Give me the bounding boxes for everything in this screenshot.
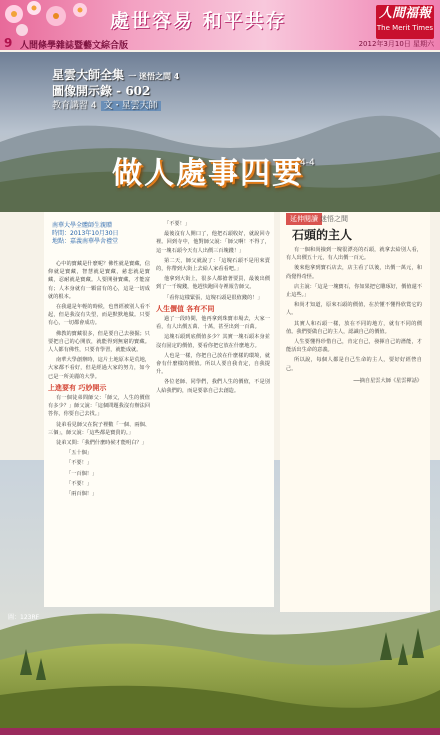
paragraph: 其實人和石頭一樣，放在不同的地方，就有不同的價值。我們要做自己的主人，認識自己的價值。 — [286, 320, 422, 335]
lecture-place: 地點：嘉義南華學舍禮堂 — [52, 238, 119, 245]
dialogue-line: 「一百個！」 — [66, 470, 98, 477]
article-column-2 — [156, 220, 270, 397]
article-column-1 — [48, 260, 150, 500]
header-slogan: 處世容易 和平共存 — [110, 10, 287, 32]
sidebar-title: 石頭的主人 — [292, 228, 353, 242]
page-number: 9 — [4, 36, 13, 50]
author-tag: 文・星雲大師 — [101, 101, 161, 111]
lecture-time: 時間：2013年10月30日 — [52, 230, 119, 237]
paragraph: 徒弟又問：「我們什麼時候才能明白？」 — [56, 440, 147, 447]
dialogue-line: 「不要！」 — [66, 460, 92, 467]
paragraph: 「不要！」 — [164, 221, 190, 227]
article-headline: 做人處事四要 — [112, 156, 304, 191]
paragraph: 南華大學創辦時，這片土地原本是荒地，大家都不看好，但是經過大家的努力，如今已是一所美麗的大學。 — [48, 357, 150, 380]
headline-part: 4-4 — [300, 158, 315, 168]
photo-credit: 圖：123RF — [8, 614, 40, 621]
paragraph: 徒弟看見師父在院子裡數「一個、兩個、三個」，師父說：「這些都是寶貴的。」 — [48, 421, 150, 436]
series-title: 星雲大師全集 一 迷悟之間 4 — [52, 68, 180, 82]
paragraph: 各位老師、同學們，我們人生的價值，不是別人給我們的，而是要靠自己去創造。 — [156, 379, 270, 394]
lecture-audience: 南華大學全體師生親贈 — [52, 222, 113, 229]
paragraph: 他拿到大街上，很多人都搶著要買，最後出價到了一千塊錢，他趕快跑回寺裡報告師父。 — [156, 276, 270, 291]
paragraph: 「看你這樣緊張，這塊石頭是很值錢的！」 — [164, 294, 263, 301]
paragraph: 店主說：「這是一塊寶石，你如果把它雕琢好，價值還不止這些。」 — [286, 283, 422, 299]
education-label: 教育講習 4 文・星雲大師 — [52, 98, 161, 111]
logo-english: The Merit Times — [376, 24, 434, 32]
paragraph: 和尚才知道，原來石頭的價值，在於懂不懂得欣賞它的人。 — [286, 302, 422, 317]
paragraph: 過了一段時間，他再拿到珠寶市場去，大家一看，有人出價五萬、十萬，甚至出到一百萬。 — [156, 316, 270, 331]
footer-bar — [0, 728, 440, 735]
series-subtitle: 圖像開示錄 - 602 — [52, 84, 151, 98]
lecture-info — [52, 222, 146, 250]
dialogue-line: 「不要！」 — [66, 480, 92, 487]
paragraph: 後來他拿到寶石店去，店主看了以後，出價一萬元，和尚覺得奇怪。 — [286, 265, 422, 280]
source-signature: ──摘自星雲大師《星雲禪話》 — [353, 377, 422, 384]
paragraph: 所以說，每個人都是自己生命的主人，要好好經營自己。 — [286, 357, 422, 372]
paragraph: 最後沒有人開口了，他把石頭收好，就說回寺裡。回到寺中，他對師父說：「師父啊！不得了，這一塊石頭今天有人出價三百塊錢！」 — [156, 231, 270, 254]
newspaper-logo[interactable] — [376, 5, 434, 39]
paragraph: 人也是一樣，你把自己放在什麼樣的環境，就會有什麼樣的價值。所以人要自我肯定，自我提升。 — [156, 352, 270, 376]
section-name: 人間條學雜誌暨藝文綜合版 — [20, 41, 129, 51]
sidebar-text — [286, 246, 422, 385]
subheading: 上進要有 巧妙開示 — [48, 383, 107, 392]
issue-date: 2012年3月10日 星期六 — [358, 40, 434, 48]
paragraph: 人生要懂得珍惜自己，肯定自己，發揮自己的潛能，才能活出生命的意義。 — [286, 339, 422, 354]
sidebar-column-name: 迷悟之間 — [320, 215, 348, 223]
paragraph: 佛教的寶藏很多，但是要自己去發掘；只要把自己的心開放，就能得到無窮的寶藏。人人都有佛性，只要肯學習，就能成就。 — [48, 330, 150, 354]
logo-chinese: 人間福報 — [378, 6, 431, 21]
paragraph: 有一個和尚撿到一塊很漂亮的石頭，就拿去給別人看，有人出價五十元，有人出價一百元。 — [286, 247, 422, 262]
dialogue-line: 「五十個」 — [66, 450, 92, 457]
paragraph: 在我還是年輕的時候，也曾經被別人看不起，但是我沒有失望，而是默默地做。只要有心，一切都會成功。 — [48, 304, 150, 327]
paragraph: 這塊石頭到底價值多少？其實一塊石頭本身並沒有固定的價值，要看你把它放在什麼地方。 — [156, 334, 270, 349]
paragraph: 有一個徒弟問師父：「師父，人生的價值有多少？」師父說：「這個問題我沒有辦法回答你，你要自己去找。」 — [48, 395, 150, 418]
paragraph: 心中的寶藏是什麼呢？佛性就是寶藏，信仰就是寶藏，智慧就是寶藏，慈悲就是寶藏，忍耐就是寶藏。人要開發寶藏，才能富有；人本身就有一顆富有的心，這是一切成就的根本。 — [48, 261, 150, 300]
subheading: 人生價值 各有不同 — [156, 304, 215, 313]
paragraph: 第二天，師父就說了：「這塊石頭不是用來賣的，你帶到大街上去給人家看看吧。」 — [156, 257, 270, 273]
sidebar-tag: 延伸閱讀 — [286, 213, 322, 225]
dialogue-line: 「兩百個！」 — [66, 491, 98, 498]
